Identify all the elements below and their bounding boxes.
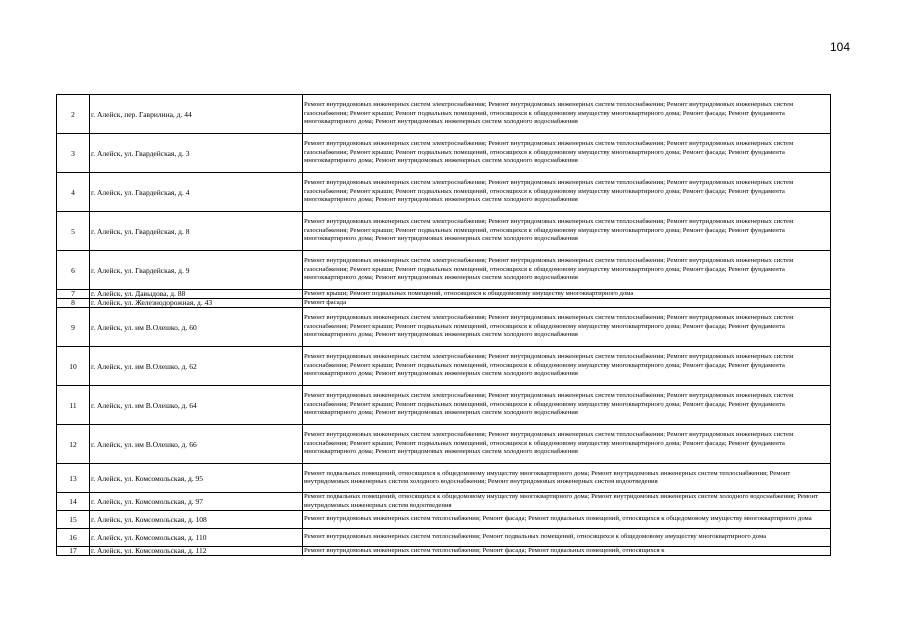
address-cell: г. Алейск, ул. Гвардейская, д. 3 [90, 134, 303, 173]
row-number: 14 [57, 493, 90, 511]
table-row [57, 299, 831, 308]
row-number: 16 [57, 529, 90, 547]
row-number: 13 [57, 464, 90, 493]
address-cell: г. Алейск, ул. Комсомольская, д. 112 [90, 547, 303, 556]
row-number: 10 [57, 347, 90, 386]
address-cell: г. Алейск, ул. Комсомольская, д. 95 [90, 464, 303, 493]
table-row [57, 251, 831, 290]
row-number: 7 [57, 290, 90, 299]
table-row [57, 425, 831, 464]
address-cell: г. Алейск, ул. Гвардейская, д. 4 [90, 173, 303, 212]
row-number: 8 [57, 299, 90, 308]
repair-works-cell: Ремонт внутридомовых инженерных систем теплоснабжения; Ремонт подвальных помещений, относящихся к общедомовому имуществу многоквартирного дома [303, 529, 831, 547]
address-cell: г. Алейск, ул. Гвардейская, д. 9 [90, 251, 303, 290]
table-body [57, 95, 831, 556]
address-cell: г. Алейск, ул. Комсомольская, д. 110 [90, 529, 303, 547]
repair-works-cell: Ремонт подвальных помещений, относящихся к общедомовому имуществу многоквартирного дома; Ремонт внутридомовых инженерных систем теплоснабжения; Ремонт внутридомовых инженерных систем холодного водоснабжения; Ремонт внутридомовых инженерных систем водоотведения [303, 464, 831, 493]
table-row [57, 173, 831, 212]
address-cell: г. Алейск, ул. Комсомольская, д. 108 [90, 511, 303, 529]
repair-works-cell: Ремонт внутридомовых инженерных систем электроснабжения; Ремонт внутридомовых инженерных систем теплоснабжения; Ремонт внутридомовых инженерных систем газоснабжения; Ремонт крыши; Ремонт подвальных помещений, относящихся к общедомовому имуществу многоквартирного дома; Ремонт фасада; Ремонт фундамента многоквартирного дома; Ремонт внутридомовых инженерных систем холодного водоснабжения [303, 308, 831, 347]
table-row [57, 212, 831, 251]
row-number: 17 [57, 547, 90, 556]
repair-works-cell: Ремонт подвальных помещений, относящихся к общедомовому имуществу многоквартирного дома; Ремонт внутридомовых инженерных систем холодного водоснабжения; Ремонт внутридомовых инженерных систем водоотведения [303, 493, 831, 511]
table-row [57, 95, 831, 134]
repair-works-cell: Ремонт внутридомовых инженерных систем электроснабжения; Ремонт внутридомовых инженерных систем теплоснабжения; Ремонт внутридомовых инженерных систем газоснабжения; Ремонт крыши; Ремонт подвальных помещений, относящихся к общедомовому имуществу многоквартирного дома; Ремонт фасада; Ремонт фундамента многоквартирного дома; Ремонт внутридомовых инженерных систем холодного водоснабжения [303, 95, 831, 134]
address-cell: г. Алейск, ул. Железнодорожная, д. 43 [90, 299, 303, 308]
table-row [57, 386, 831, 425]
row-number: 15 [57, 511, 90, 529]
address-cell: г. Алейск, ул. Давыдова, д. 88 [90, 290, 303, 299]
repair-works-cell: Ремонт крыши; Ремонт подвальных помещений, относящихся к общедомовому имуществу многоквартирного дома [303, 290, 831, 299]
table-row [57, 347, 831, 386]
table-row [57, 529, 831, 547]
repair-works-cell: Ремонт внутридомовых инженерных систем электроснабжения; Ремонт внутридомовых инженерных систем теплоснабжения; Ремонт внутридомовых инженерных систем газоснабжения; Ремонт крыши; Ремонт подвальных помещений, относящихся к общедомовому имуществу многоквартирного дома; Ремонт фасада; Ремонт фундамента многоквартирного дома; Ремонт внутридомовых инженерных систем холодного водоснабжения [303, 251, 831, 290]
page-number: 104 [829, 40, 850, 54]
repair-works-cell: Ремонт внутридомовых инженерных систем электроснабжения; Ремонт внутридомовых инженерных систем теплоснабжения; Ремонт внутридомовых инженерных систем газоснабжения; Ремонт крыши; Ремонт подвальных помещений, относящихся к общедомовому имуществу многоквартирного дома; Ремонт фасада; Ремонт фундамента многоквартирного дома; Ремонт внутридомовых инженерных систем холодного водоснабжения [303, 425, 831, 464]
repair-works-cell: Ремонт внутридомовых инженерных систем электроснабжения; Ремонт внутридомовых инженерных систем теплоснабжения; Ремонт внутридомовых инженерных систем газоснабжения; Ремонт крыши; Ремонт подвальных помещений, относящихся к общедомовому имуществу многоквартирного дома; Ремонт фасада; Ремонт фундамента многоквартирного дома; Ремонт внутридомовых инженерных систем холодного водоснабжения [303, 134, 831, 173]
address-cell: г. Алейск, ул. Комсомольская, д. 97 [90, 493, 303, 511]
address-cell: г. Алейск, ул. Гвардейская, д. 8 [90, 212, 303, 251]
address-cell: г. Алейск, ул. им В.Олешко, д. 64 [90, 386, 303, 425]
table-row [57, 290, 831, 299]
row-number: 4 [57, 173, 90, 212]
repair-works-cell: Ремонт внутридомовых инженерных систем электроснабжения; Ремонт внутридомовых инженерных систем теплоснабжения; Ремонт внутридомовых инженерных систем газоснабжения; Ремонт крыши; Ремонт подвальных помещений, относящихся к общедомовому имуществу многоквартирного дома; Ремонт фасада; Ремонт фундамента многоквартирного дома; Ремонт внутридомовых инженерных систем холодного водоснабжения [303, 173, 831, 212]
repair-works-cell: Ремонт внутридомовых инженерных систем теплоснабжения; Ремонт фасада; Ремонт подвальных помещений, относящихся к [303, 547, 831, 556]
row-number: 5 [57, 212, 90, 251]
table-row [57, 464, 831, 493]
repair-works-cell: Ремонт фасада [303, 299, 831, 308]
address-cell: г. Алейск, ул. им В.Олешко, д. 66 [90, 425, 303, 464]
row-number: 6 [57, 251, 90, 290]
repair-works-cell: Ремонт внутридомовых инженерных систем электроснабжения; Ремонт внутридомовых инженерных систем теплоснабжения; Ремонт внутридомовых инженерных систем газоснабжения; Ремонт крыши; Ремонт подвальных помещений, относящихся к общедомовому имуществу многоквартирного дома; Ремонт фасада; Ремонт фундамента многоквартирного дома; Ремонт внутридомовых инженерных систем холодного водоснабжения [303, 212, 831, 251]
address-cell: г. Алейск, ул. им В.Олешко, д. 62 [90, 347, 303, 386]
row-number: 3 [57, 134, 90, 173]
table-row [57, 547, 831, 556]
repair-works-cell: Ремонт внутридомовых инженерных систем электроснабжения; Ремонт внутридомовых инженерных систем теплоснабжения; Ремонт внутридомовых инженерных систем газоснабжения; Ремонт крыши; Ремонт подвальных помещений, относящихся к общедомовому имуществу многоквартирного дома; Ремонт фасада; Ремонт фундамента многоквартирного дома; Ремонт внутридомовых инженерных систем холодного водоснабжения [303, 347, 831, 386]
row-number: 12 [57, 425, 90, 464]
table-row [57, 134, 831, 173]
row-number: 11 [57, 386, 90, 425]
repair-works-cell: Ремонт внутридомовых инженерных систем электроснабжения; Ремонт внутридомовых инженерных систем теплоснабжения; Ремонт внутридомовых инженерных систем газоснабжения; Ремонт крыши; Ремонт подвальных помещений, относящихся к общедомовому имуществу многоквартирного дома; Ремонт фасада; Ремонт фундамента многоквартирного дома; Ремонт внутридомовых инженерных систем холодного водоснабжения [303, 386, 831, 425]
address-cell: г. Алейск, ул. им В.Олешко, д. 60 [90, 308, 303, 347]
repair-works-cell: Ремонт внутридомовых инженерных систем теплоснабжения; Ремонт фасада; Ремонт подвальных помещений, относящихся к общедомовому имуществу многоквартирного дома [303, 511, 831, 529]
table-row [57, 511, 831, 529]
table-row [57, 493, 831, 511]
address-cell: г. Алейск, пер. Гаврилина, д. 44 [90, 95, 303, 134]
row-number: 2 [57, 95, 90, 134]
row-number: 9 [57, 308, 90, 347]
table-row [57, 308, 831, 347]
repair-register-table [56, 94, 831, 556]
